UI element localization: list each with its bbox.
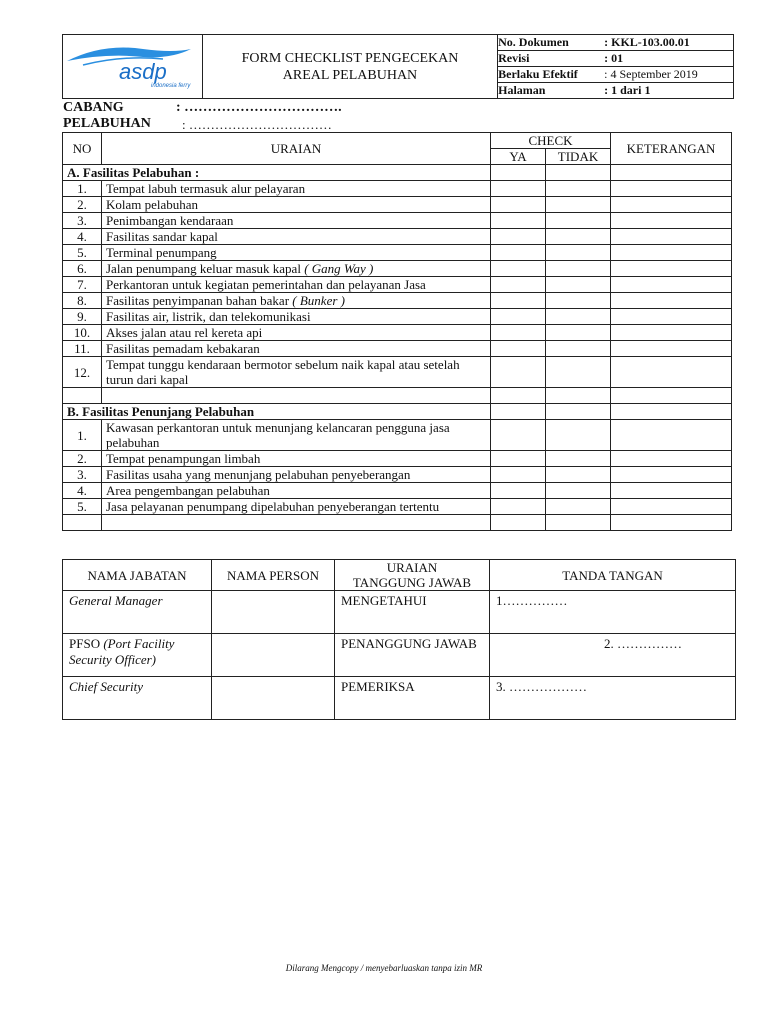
- check-tidak[interactable]: [546, 165, 611, 181]
- row-uraian: [102, 341, 491, 357]
- keterangan-cell[interactable]: [611, 309, 732, 325]
- check-ya[interactable]: [491, 341, 546, 357]
- check-ya[interactable]: [491, 181, 546, 197]
- signature-row: [63, 591, 736, 634]
- keterangan-cell[interactable]: [611, 404, 732, 420]
- signature-table: [62, 559, 736, 720]
- col-ya-header: YA: [491, 149, 546, 165]
- row-uraian: [102, 309, 491, 325]
- check-ya[interactable]: [491, 213, 546, 229]
- checklist-row: [63, 483, 732, 499]
- check-tidak[interactable]: [546, 261, 611, 277]
- check-tidak[interactable]: [546, 309, 611, 325]
- meta-key: Berlaku Efektif: [498, 67, 604, 83]
- ttd-dots: 2. ……………: [604, 636, 682, 651]
- col-uraian-header: [335, 560, 490, 591]
- section-b-title: B. Fasilitas Penunjang Pelabuhan: [63, 404, 491, 420]
- checklist-row: [63, 499, 732, 515]
- row-text: Tempat labuh termasuk alur pelayaran: [106, 181, 306, 196]
- row-text: Jasa pelayanan penumpang dipelabuhan penyeberangan tertentu: [106, 499, 440, 514]
- check-ya[interactable]: [491, 229, 546, 245]
- check-ya[interactable]: [491, 277, 546, 293]
- row-uraian: [102, 181, 491, 197]
- meta-value: : KKL-103.00.01: [604, 35, 733, 51]
- check-ya[interactable]: [491, 451, 546, 467]
- check-ya[interactable]: [491, 245, 546, 261]
- keterangan-cell[interactable]: [611, 197, 732, 213]
- row-text: Akses jalan atau rel kereta api: [106, 325, 263, 340]
- keterangan-cell[interactable]: [611, 451, 732, 467]
- check-tidak[interactable]: [546, 451, 611, 467]
- col-ttd-header: TANDA TANGAN: [490, 560, 736, 591]
- keterangan-cell[interactable]: [611, 213, 732, 229]
- row-text: Tempat tunggu kendaraan bermotor sebelum naik kapal atau setelah turun dari kapal: [106, 357, 460, 387]
- row-uraian: [102, 261, 491, 277]
- row-text: Tempat penampungan limbah: [106, 451, 261, 466]
- row-text: Kolam pelabuhan: [106, 197, 199, 212]
- col-keterangan-header: KETERANGAN: [611, 133, 732, 165]
- person-cell[interactable]: [212, 677, 335, 720]
- logo-text: asdp: [119, 59, 167, 84]
- row-number: 11.: [63, 341, 102, 357]
- cabang-value[interactable]: : …………………………….: [176, 100, 342, 115]
- row-number: 6.: [63, 261, 102, 277]
- row-number: 2.: [63, 451, 102, 467]
- jabatan-extra: (Port Facility Security Officer): [69, 636, 175, 667]
- uraian-cell: PEMERIKSA: [335, 677, 490, 720]
- check-ya[interactable]: [491, 357, 546, 388]
- row-uraian: [102, 293, 491, 309]
- check-tidak[interactable]: [546, 357, 611, 388]
- check-tidak[interactable]: [546, 245, 611, 261]
- meta-row: [498, 51, 733, 67]
- checklist-row: [63, 309, 732, 325]
- checklist-row: [63, 197, 732, 213]
- person-cell[interactable]: [212, 591, 335, 634]
- row-number: 9.: [63, 309, 102, 325]
- form-title: [202, 35, 497, 99]
- keterangan-cell[interactable]: [611, 420, 732, 451]
- row-uraian: [102, 229, 491, 245]
- row-text: Fasilitas usaha yang menunjang pelabuhan penyeberangan: [106, 467, 411, 482]
- keterangan-cell[interactable]: [611, 325, 732, 341]
- check-tidak[interactable]: [546, 277, 611, 293]
- col-check-header: CHECK: [491, 133, 611, 149]
- row-text: Perkantoran untuk kegiatan pemerintahan dan pelayanan Jasa: [106, 277, 426, 292]
- meta-row: [498, 67, 733, 83]
- col-uraian-header: URAIAN: [102, 133, 491, 165]
- jabatan-cell: Chief Security: [63, 677, 212, 720]
- check-tidak[interactable]: [546, 467, 611, 483]
- meta-row: [498, 35, 733, 51]
- check-tidak[interactable]: [546, 325, 611, 341]
- row-uraian: [102, 420, 491, 451]
- col-uraian-line-2: TANGGUNG JAWAB: [352, 575, 472, 590]
- checklist-row: [63, 357, 732, 388]
- keterangan-cell[interactable]: [611, 165, 732, 181]
- check-tidak[interactable]: [546, 499, 611, 515]
- check-tidak[interactable]: [546, 181, 611, 197]
- pelabuhan-label: PELABUHAN: [63, 116, 151, 131]
- jabatan-cell: [63, 634, 212, 677]
- checklist-row: [63, 213, 732, 229]
- cabang-label: CABANG: [63, 100, 124, 115]
- row-text-italic: ( Bunker ): [292, 293, 345, 308]
- check-ya[interactable]: [491, 420, 546, 451]
- signature-row: [63, 634, 736, 677]
- row-number: 5.: [63, 499, 102, 515]
- row-number: 5.: [63, 245, 102, 261]
- section-a-title: A. Fasilitas Pelabuhan :: [63, 165, 491, 181]
- col-person-header: NAMA PERSON: [212, 560, 335, 591]
- col-no-header: NO: [63, 133, 102, 165]
- checklist-row: [63, 325, 732, 341]
- col-jabatan-header: NAMA JABATAN: [63, 560, 212, 591]
- check-ya[interactable]: [491, 309, 546, 325]
- meta-row: [498, 83, 733, 99]
- logo-tagline: indonesia ferry: [151, 83, 191, 89]
- checklist-row: [63, 261, 732, 277]
- row-uraian: [102, 197, 491, 213]
- row-number: 4.: [63, 229, 102, 245]
- keterangan-cell[interactable]: [611, 261, 732, 277]
- row-text: Kawasan perkantoran untuk menunjang kelancaran pengguna jasa pelabuhan: [106, 420, 450, 450]
- uraian-cell: MENGETAHUI: [335, 591, 490, 634]
- checklist-table: [62, 132, 732, 531]
- check-tidak[interactable]: [546, 293, 611, 309]
- row-uraian: [102, 277, 491, 293]
- check-ya[interactable]: [491, 499, 546, 515]
- meta-key: Halaman: [498, 83, 546, 97]
- meta-value: : 1 dari 1: [604, 83, 651, 97]
- check-ya[interactable]: [491, 293, 546, 309]
- check-tidak[interactable]: [546, 388, 611, 404]
- person-cell[interactable]: [212, 634, 335, 677]
- row-text: Fasilitas pemadam kebakaran: [106, 341, 260, 356]
- checklist-row: [63, 293, 732, 309]
- title-line-1: FORM CHECKLIST PENGECEKAN: [241, 50, 459, 66]
- meta-value: : 01: [604, 51, 733, 67]
- ttd-cell[interactable]: [490, 634, 736, 677]
- row-number: 4.: [63, 483, 102, 499]
- row-text: Fasilitas penyimpanan bahan bakar: [106, 293, 293, 308]
- check-tidak[interactable]: [546, 341, 611, 357]
- row-number: 3.: [63, 467, 102, 483]
- check-tidak[interactable]: [546, 420, 611, 451]
- col-uraian-line-1: URAIAN: [386, 560, 438, 575]
- keterangan-cell[interactable]: [611, 515, 732, 531]
- row-uraian: [102, 357, 491, 388]
- check-tidak[interactable]: [546, 404, 611, 420]
- footer-note: Dilarang Mengcopy / menyebarluaskan tanpa izin MR: [285, 963, 483, 973]
- check-ya[interactable]: [491, 165, 546, 181]
- pelabuhan-value[interactable]: : ……………………………: [182, 117, 332, 132]
- check-ya[interactable]: [491, 261, 546, 277]
- row-number: 1.: [63, 181, 102, 197]
- check-tidak[interactable]: [546, 515, 611, 531]
- checklist-row: [63, 451, 732, 467]
- checklist-row: [63, 341, 732, 357]
- checklist-row: [63, 420, 732, 451]
- meta-value: : 4 September 2019: [604, 67, 733, 83]
- check-ya[interactable]: [491, 483, 546, 499]
- jabatan-name: PFSO: [69, 636, 104, 651]
- document-meta: [498, 35, 734, 99]
- keterangan-cell[interactable]: [611, 357, 732, 388]
- row-uraian: [102, 325, 491, 341]
- check-ya[interactable]: [491, 388, 546, 404]
- check-tidak[interactable]: [546, 197, 611, 213]
- keterangan-cell[interactable]: [611, 229, 732, 245]
- keterangan-cell[interactable]: [611, 181, 732, 197]
- row-number: 7.: [63, 277, 102, 293]
- checklist-row: [63, 229, 732, 245]
- row-text: Jalan penumpang keluar masuk kapal: [106, 261, 305, 276]
- logo-cell: [63, 35, 203, 99]
- row-text: Penimbangan kendaraan: [106, 213, 234, 228]
- keterangan-cell[interactable]: [611, 277, 732, 293]
- row-text-italic: ( Gang Way ): [304, 261, 374, 276]
- ttd-cell[interactable]: 3. ………………: [490, 677, 736, 720]
- row-uraian: [102, 483, 491, 499]
- meta-key: No. Dokumen: [498, 35, 604, 51]
- row-number: 8.: [63, 293, 102, 309]
- row-uraian: [102, 467, 491, 483]
- keterangan-cell[interactable]: [611, 245, 732, 261]
- row-text: Terminal penumpang: [106, 245, 217, 260]
- checklist-row: [63, 467, 732, 483]
- row-uraian: [102, 499, 491, 515]
- checklist-row: [63, 277, 732, 293]
- row-uraian: [102, 213, 491, 229]
- jabatan-cell: General Manager: [63, 591, 212, 634]
- check-tidak[interactable]: [546, 229, 611, 245]
- uraian-cell: PENANGGUNG JAWAB: [335, 634, 490, 677]
- title-line-2: AREAL PELABUHAN: [282, 67, 418, 83]
- row-uraian: [102, 245, 491, 261]
- row-number: 12.: [63, 357, 102, 388]
- check-ya[interactable]: [491, 515, 546, 531]
- row-text: Fasilitas air, listrik, dan telekomunikasi: [106, 309, 311, 324]
- signature-row: [63, 677, 736, 720]
- check-tidak[interactable]: [546, 213, 611, 229]
- keterangan-cell[interactable]: [611, 341, 732, 357]
- keterangan-cell[interactable]: [611, 293, 732, 309]
- row-text: Area pengembangan pelabuhan: [106, 483, 270, 498]
- row-number: 3.: [63, 213, 102, 229]
- checklist-row: [63, 245, 732, 261]
- checklist-row: [63, 181, 732, 197]
- row-number: 1.: [63, 420, 102, 451]
- row-text: Fasilitas sandar kapal: [106, 229, 218, 244]
- keterangan-cell[interactable]: [611, 483, 732, 499]
- row-number: 2.: [63, 197, 102, 213]
- row-uraian: [102, 451, 491, 467]
- check-ya[interactable]: [491, 467, 546, 483]
- keterangan-cell[interactable]: [611, 388, 732, 404]
- keterangan-cell[interactable]: [611, 499, 732, 515]
- check-ya[interactable]: [491, 325, 546, 341]
- col-tidak-header: TIDAK: [546, 149, 611, 165]
- check-ya[interactable]: [491, 197, 546, 213]
- check-ya[interactable]: [491, 404, 546, 420]
- ttd-cell[interactable]: 1……………: [490, 591, 736, 634]
- row-number: 10.: [63, 325, 102, 341]
- meta-key: Revisi: [498, 51, 604, 67]
- keterangan-cell[interactable]: [611, 467, 732, 483]
- document-header: [62, 34, 734, 99]
- check-tidak[interactable]: [546, 483, 611, 499]
